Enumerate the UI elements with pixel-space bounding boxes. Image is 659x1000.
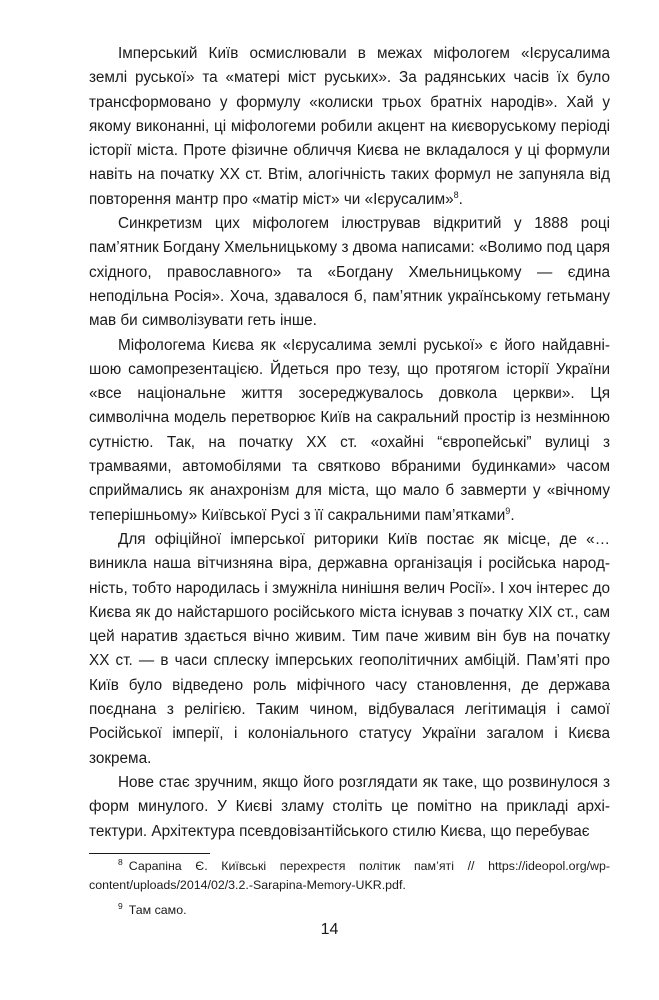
- footnote-number: 9: [118, 900, 123, 911]
- footnote-ref-9[interactable]: 9: [505, 505, 511, 516]
- footnote-number: 8: [118, 856, 123, 867]
- footnotes: [89, 857, 610, 926]
- paragraph-1: Імперський Київ осмислювали в межах міфологем «Ієрусалима землі руської» та «матері міст руських». За радянських часів їх було трансформовано у формулу «колиски трьох братніх народів». Хай у якому виконанні, ці міфологеми робили акцент на києворуському періоді історії міста. Проте фізичне обличчя Києва не вкладалося у ці формули навіть на початку ХХ ст. Втім, алогічність таких формул не запуняла від повторення мантр про «матір міст» чи «Ієрусалим»$^8$.: [89, 45, 610, 208]
- footnote-divider: [89, 853, 210, 854]
- page-number: 14: [320, 921, 339, 938]
- footnote-9: [89, 901, 610, 920]
- footnote-text: Сарапіна Є. Київські перехрестя політик пам’яті // https://ideopol.org/wp-content/uploads/2014/02/3.2.-Sarapina-Memory-UKR.pdf.: [89, 859, 610, 892]
- paragraph-2: Синкретизм цих міфологем ілюстрував відкритий у 1888 році пам’ятник Богдану Хмельницькому з двома написами: «Волимо под царя східного, православного» та «Богдану Хмельницькому — єдина неподільна Росія». Хоча, здавалося б, пам’ятник українському гетьману мав би символізувати геть інше.: [89, 215, 611, 330]
- footnote-8: [89, 857, 610, 895]
- paragraph-5: Нове стає зручним, якщо його розглядати як таке, що розвинулося з форм минулого. У Києві зламу століть це помітно на прикладі архітектури. Архітектура псевдовізантійського стилю Києва, що перебуває: [89, 773, 610, 840]
- paragraph-3: Міфологема Києва як «Ієрусалима землі руської» є його найдавнішою самопрезентацією. Йдеться про тезу, що протягом історії України «все національне життя зосереджувалось довкола церкви». Ця символічна модель перетворює Київ на сакральний простір із незмінною сутністю. Так, на початку ХХ ст. «охайні “європейські” вулиці з трамваями, автомобілями та святково вбраними будинками» часом сприймались як анахронізм для міста, що мало б завмерти у «вічному теперішньому» Київської Русі з її сакральними пам’ятками$^9$.: [89, 336, 610, 524]
- body-text: [89, 42, 610, 844]
- footnote-text: Там само.: [128, 903, 187, 917]
- footnote-ref-8[interactable]: 8: [453, 189, 459, 200]
- paragraph-4: Для офіційної імперської риторики Київ постає як місце, де «…виникла наша вітчизняна віра, державна організація і російська народність, тобто народилась і змужніла нинішня велич Росії». І хоч інтерес до Києва як до найстаршого російського міста існував з початку ХІХ ст., сам цей наратив здається вічно живим. Тим паче живим він був на початку ХХ ст. — в часи сплеску імперських геополітичних амбіцій. Пам’яті про Київ було відведено роль міфічного часу становлення, де держава поєднана з релігією. Таким чином, відбувалася легітимація і самої Російської імперії, і колоніального статусу України загалом і Києва зокрема.: [89, 530, 610, 767]
